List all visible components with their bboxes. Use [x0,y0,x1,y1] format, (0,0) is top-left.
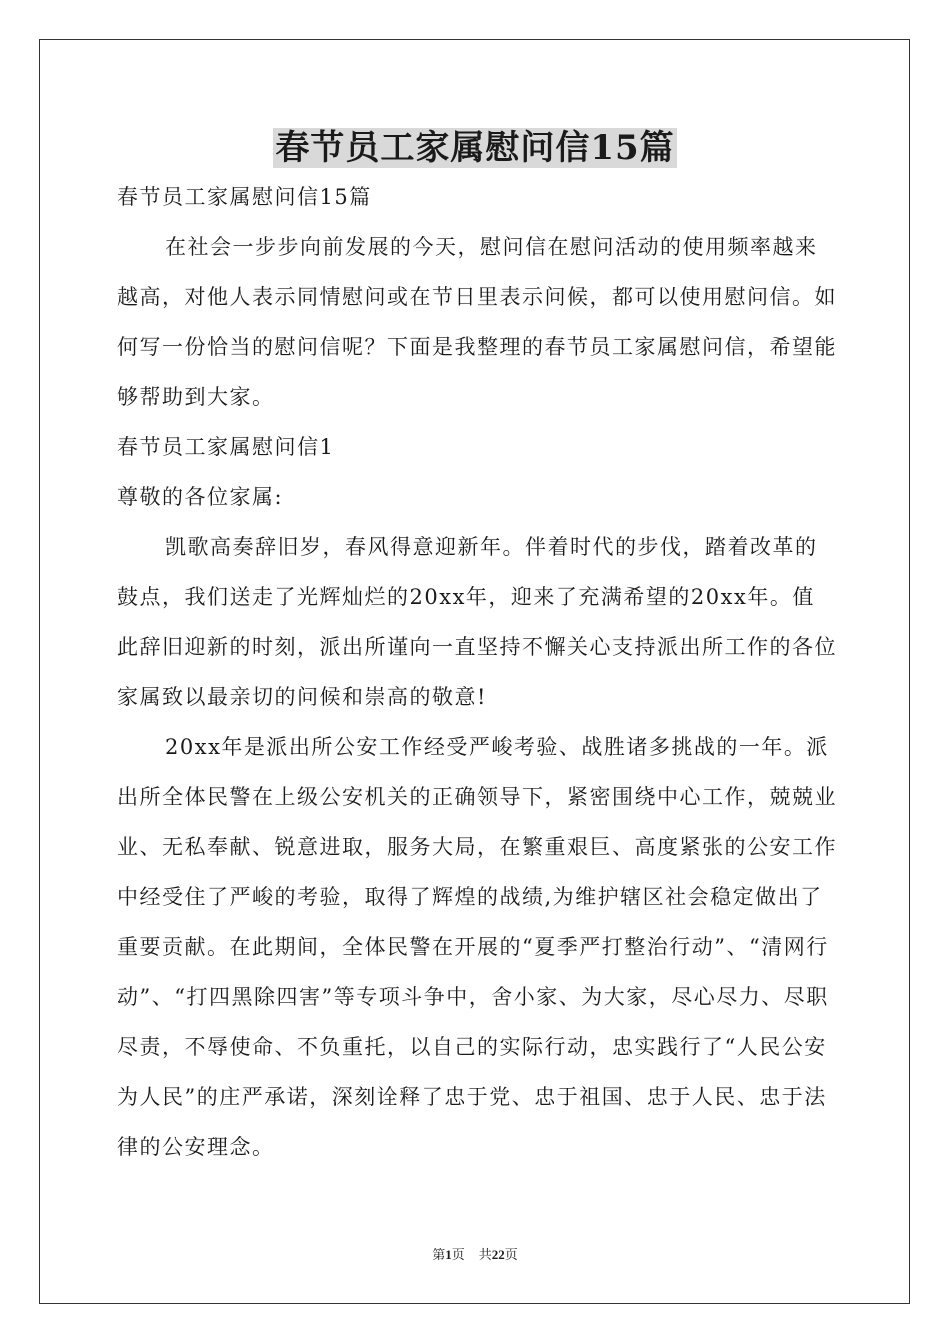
page-footer [0,1246,950,1264]
page-current: 1 [445,1247,452,1262]
document-subtitle: 春节员工家属慰问信15篇 [117,185,372,209]
document-body [117,172,837,1172]
letter-paragraph-2: 20xx年是派出所公安工作经受严峻考验、战胜诸多挑战的一年。派出所全体民警在上级公安机关的正确领导下，紧密围绕中心工作，兢兢业业、无私奉献、锐意进取，服务大局，在繁重艰巨、高度紧张的公安工作中经受住了严峻的考验，取得了辉煌的战绩,为维护辖区社会稳定做出了重要贡献。在此期间，全体民警在开展的“夏季严打整治行动”、“清网行动”、“打四黑除四害”等专项斗争中，舍小家、为大家，尽心尽力、尽职尽责，不辱使命、不负重托，以自己的实际行动，忠实践行了“人民公安为人民”的庄严承诺，深刻诠释了忠于党、忠于祖国、忠于人民、忠于法律的公安理念。 [117,735,837,1159]
page-suffix: 页 [451,1247,465,1262]
letter-paragraph-1: 凯歌高奏辞旧岁，春风得意迎新年。伴着时代的步伐，踏着改革的鼓点，我们送走了光辉灿烂的20xx年，迎来了充满希望的20xx年。值此辞旧迎新的时刻，派出所谨向一直坚持不懈关心支持派出所工作的各位家属致以最亲切的问候和崇高的敬意! [117,535,837,709]
page-total: 22 [491,1247,505,1262]
document-title [0,124,950,172]
section-heading: 春节员工家属慰问信1 [117,435,335,459]
page-prefix: 第 [432,1247,446,1262]
total-suffix: 页 [504,1247,518,1262]
intro-paragraph: 在社会一步步向前发展的今天，慰问信在慰问活动的使用频率越来越高，对他人表示同情慰问或在节日里表示问候，都可以使用慰问信。如何写一份恰当的慰问信呢？下面是我整理的春节员工家属慰问信，希望能够帮助到大家。 [117,235,837,409]
total-prefix: 共 [478,1247,492,1262]
document-title-text: 春节员工家属慰问信15篇 [275,128,675,168]
salutation: 尊敬的各位家属: [117,485,284,509]
